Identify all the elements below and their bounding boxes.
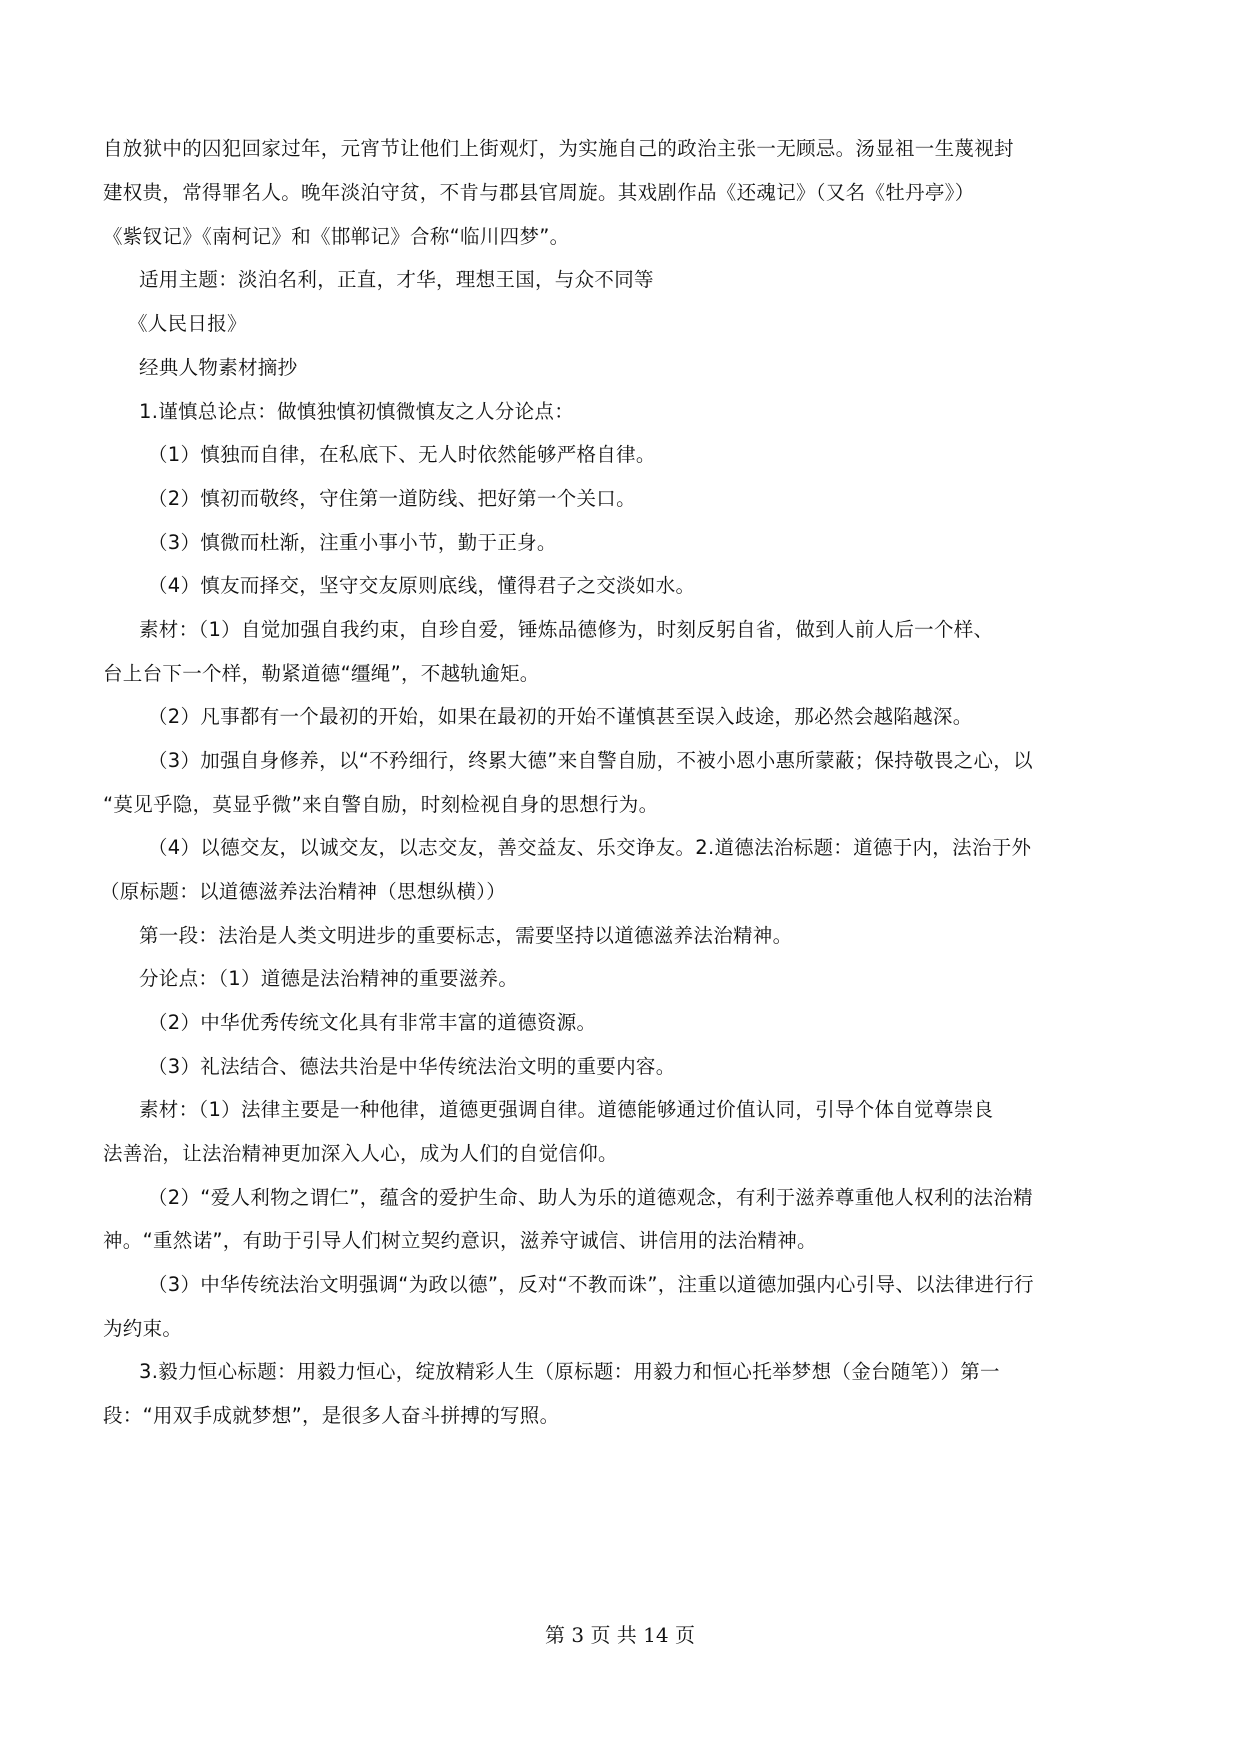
section-heading: 1.谨慎总论点：做慎独慎初慎微慎友之人分论点： [139,400,575,423]
point-line: （2）中华优秀传统文化具有非常丰富的道德资源。 [148,1011,597,1034]
material-line: （2）“爱人利物之谓仁”，蕴含的爱护生命、助人为乐的道德观念，有利于滋养尊重他人权利的法治精 [148,1186,1033,1209]
point-line: （4）慎友而择交，坚守交友原则底线，懂得君子之交淡如水。 [148,574,696,597]
point-line: （1）慎独而自律，在私底下、无人时依然能够严格自律。 [148,443,656,466]
page-number: 第 3 页 共 14 页 [545,1623,695,1647]
body-line: 为约束。 [103,1317,183,1340]
body-line: 法善治，让法治精神更加深入人心，成为人们的自觉信仰。 [103,1142,618,1165]
body-line: 建权贵，常得罪名人。晚年淡泊守贫，不肯与郡县官周旋。其戏剧作品《还魂记》（又名《牡丹亭》） [103,181,975,204]
material-line: （2）凡事都有一个最初的开始，如果在最初的开始不谨慎甚至误入歧途，那必然会越陷越深。 [148,705,973,728]
body-line: “莫见乎隐，莫显乎微”来自警自励，时刻检视自身的思想行为。 [103,793,659,816]
topic-line: 适用主题：淡泊名利，正直，才华，理想王国，与众不同等 [139,268,654,291]
body-line: （原标题：以道德滋养法治精神（思想纵横）） [100,880,507,903]
material-line: 素材：（1）自觉加强自我约束，自珍自爱，锤炼品德修为，时刻反躬自省，做到人前人后一个样、 [139,618,994,641]
paragraph-line: 第一段：法治是人类文明进步的重要标志，需要坚持以道德滋养法治精神。 [139,924,793,947]
point-line: （3）礼法结合、德法共治是中华传统法治文明的重要内容。 [148,1055,676,1078]
material-line: 素材：（1）法律主要是一种他律，道德更强调自律。道德能够通过价值认同，引导个体自觉尊崇良 [139,1098,994,1121]
material-line: （3）中华传统法治文明强调“为政以德”，反对“不教而诛”，注重以道德加强内心引导、以法律进行行 [148,1273,1034,1296]
section-heading: 经典人物素材摘抄 [139,356,298,379]
material-line: （3）加强自身修养，以“不矜细行，终累大德”来自警自励，不被小恩小惠所蒙蔽；保持敬畏之心，以 [148,749,1033,772]
point-line: 分论点：（1）道德是法治精神的重要滋养。 [139,967,519,990]
body-line: 段：“用双手成就梦想”，是很多人奋斗拼搏的写照。 [103,1404,560,1427]
point-line: （2）慎初而敬终，守住第一道防线、把好第一个关口。 [148,487,636,510]
section-heading: 3.毅力恒心标题：用毅力恒心，绽放精彩人生（原标题：用毅力和恒心托举梦想（金台随笔））第一 [139,1360,1000,1383]
body-line: 神。“重然诺”，有助于引导人们树立契约意识，滋养守诚信、讲信用的法治精神。 [103,1229,817,1252]
source-line: 《人民日报》 [128,312,247,335]
body-line: 《紫钗记》《南柯记》和《邯郸记》合称“临川四梦”。 [103,225,570,248]
body-line: 台上台下一个样，勒紧道德“缰绳”，不越轨逾矩。 [103,662,540,685]
material-line: （4）以德交友，以诚交友，以志交友，善交益友、乐交诤友。2.道德法治标题：道德于内，法治于外 [148,836,1032,859]
point-line: （3）慎微而杜渐，注重小事小节，勤于正身。 [148,531,557,554]
body-line: 自放狱中的囚犯回家过年，元宵节让他们上街观灯，为实施自己的政治主张一无顾忌。汤显祖一生蔑视封 [103,137,1014,160]
